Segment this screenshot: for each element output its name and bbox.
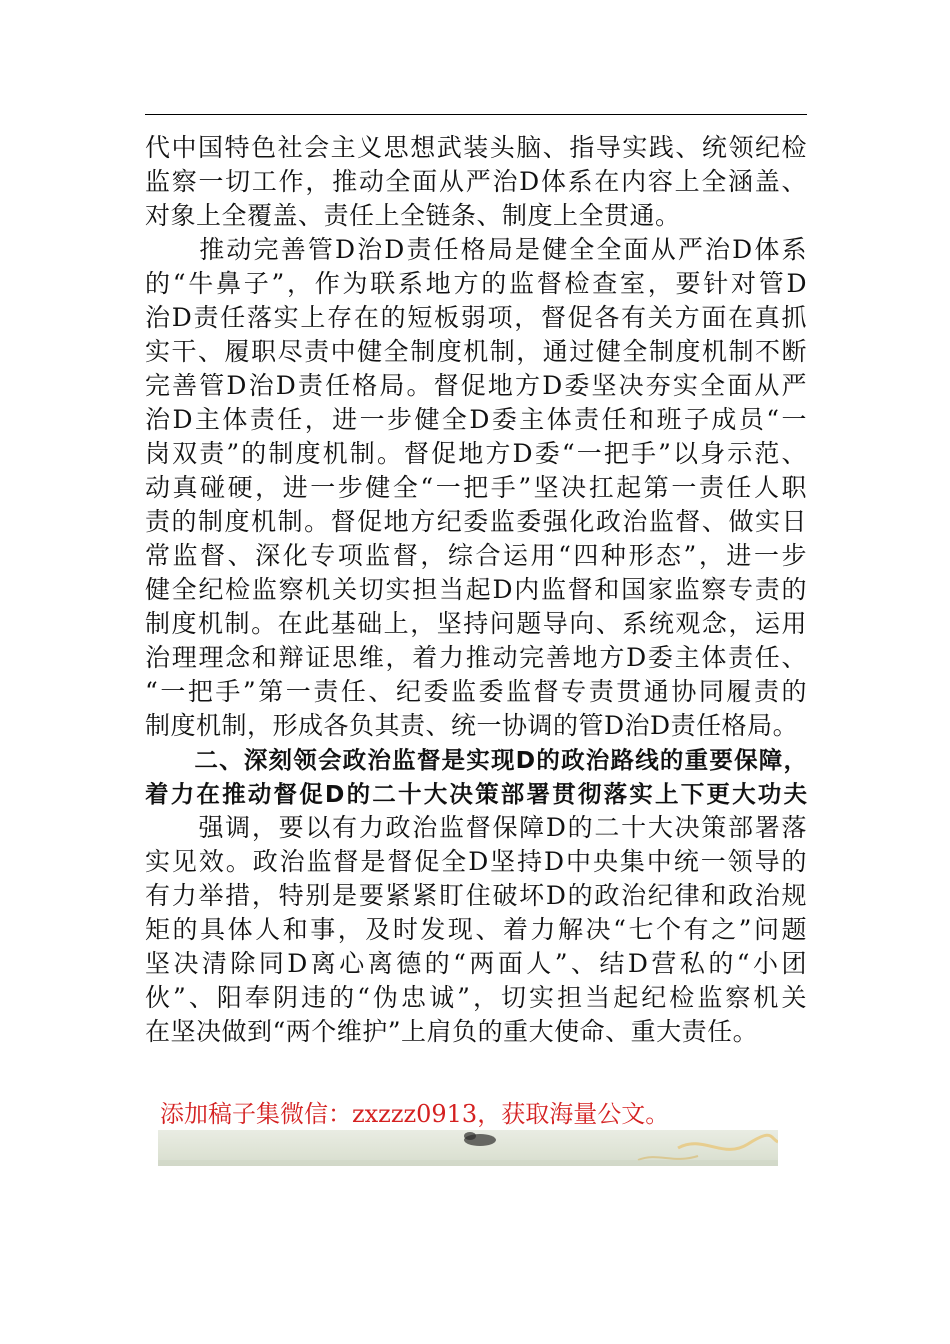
body-line: 治D主体责任，进一步健全D委主体责任和班子成员“一 — [145, 405, 807, 434]
body-line: 责的制度机制。督促地方纪委监委强化政治监督、做实日 — [145, 507, 807, 536]
body-line: 完善管D治D责任格局。督促地方D委坚决夯实全面从严 — [145, 371, 807, 400]
decorative-banner-image — [158, 1130, 778, 1166]
body-line: 岗双责”的制度机制。督促地方D委“一把手”以身示范、 — [145, 439, 807, 468]
body-line: 坚决清除同D离心离德的“两面人”、结D营私的“小团 — [145, 949, 807, 978]
body-line: 实干、履职尽责中健全制度机制，通过健全制度机制不断 — [145, 337, 807, 366]
body-line: 的“牛鼻子”，作为联系地方的监督检查室，要针对管D — [145, 269, 807, 298]
body-line: 制度机制。在此基础上，坚持问题导向、系统观念，运用 — [145, 609, 807, 638]
body-line: 矩的具体人和事，及时发现、着力解决“七个有之”问题 — [145, 915, 807, 944]
body-line: 代中国特色社会主义思想武装头脑、指导实践、统领纪检 — [145, 133, 807, 162]
body-line: 强调，要以有力政治监督保障D的二十大决策部署落 — [145, 813, 807, 842]
section-heading-line: 着力在推动督促D的二十大决策部署贯彻落实上下更大功夫 — [145, 780, 807, 808]
section-heading-line: 二、深刻领会政治监督是实现D的政治路线的重要保障， — [145, 746, 807, 774]
body-line: 实见效。政治监督是督促全D坚持D中央集中统一领导的 — [145, 847, 807, 876]
header-rule — [145, 114, 807, 115]
body-line: 常监督、深化专项监督，综合运用“四种形态”，进一步 — [145, 541, 807, 570]
body-line: “一把手”第一责任、纪委监委监督专责贯通协同履责的 — [145, 677, 807, 706]
promo-text: 添加稿子集微信：zxzzz0913，获取海量公文。 — [160, 1100, 670, 1128]
body-line: 有力举措，特别是要紧紧盯住破坏D的政治纪律和政治规 — [145, 881, 807, 910]
body-line: 伙”、阳奉阴违的“伪忠诚”，切实担当起纪检监察机关 — [145, 983, 807, 1012]
document-body — [145, 131, 807, 1049]
body-line: 在坚决做到“两个维护”上肩负的重大使命、重大责任。 — [145, 1017, 759, 1046]
body-line: 治理理念和辩证思维，着力推动完善地方D委主体责任、 — [145, 643, 807, 672]
body-line: 对象上全覆盖、责任上全链条、制度上全贯通。 — [145, 201, 681, 230]
body-line: 推动完善管D治D责任格局是健全全面从严治D体系 — [145, 235, 807, 264]
body-line: 动真碰硬，进一步健全“一把手”坚决扛起第一责任人职 — [145, 473, 807, 502]
body-line: 治D责任落实上存在的短板弱项，督促各有关方面在真抓 — [145, 303, 807, 332]
body-line: 健全纪检监察机关切实担当起D内监督和国家监察专责的 — [145, 575, 807, 604]
banner-artwork — [158, 1130, 778, 1166]
body-line: 监察一切工作，推动全面从严治D体系在内容上全涵盖、 — [145, 167, 807, 196]
body-line: 制度机制，形成各负其责、统一协调的管D治D责任格局。 — [145, 711, 799, 740]
